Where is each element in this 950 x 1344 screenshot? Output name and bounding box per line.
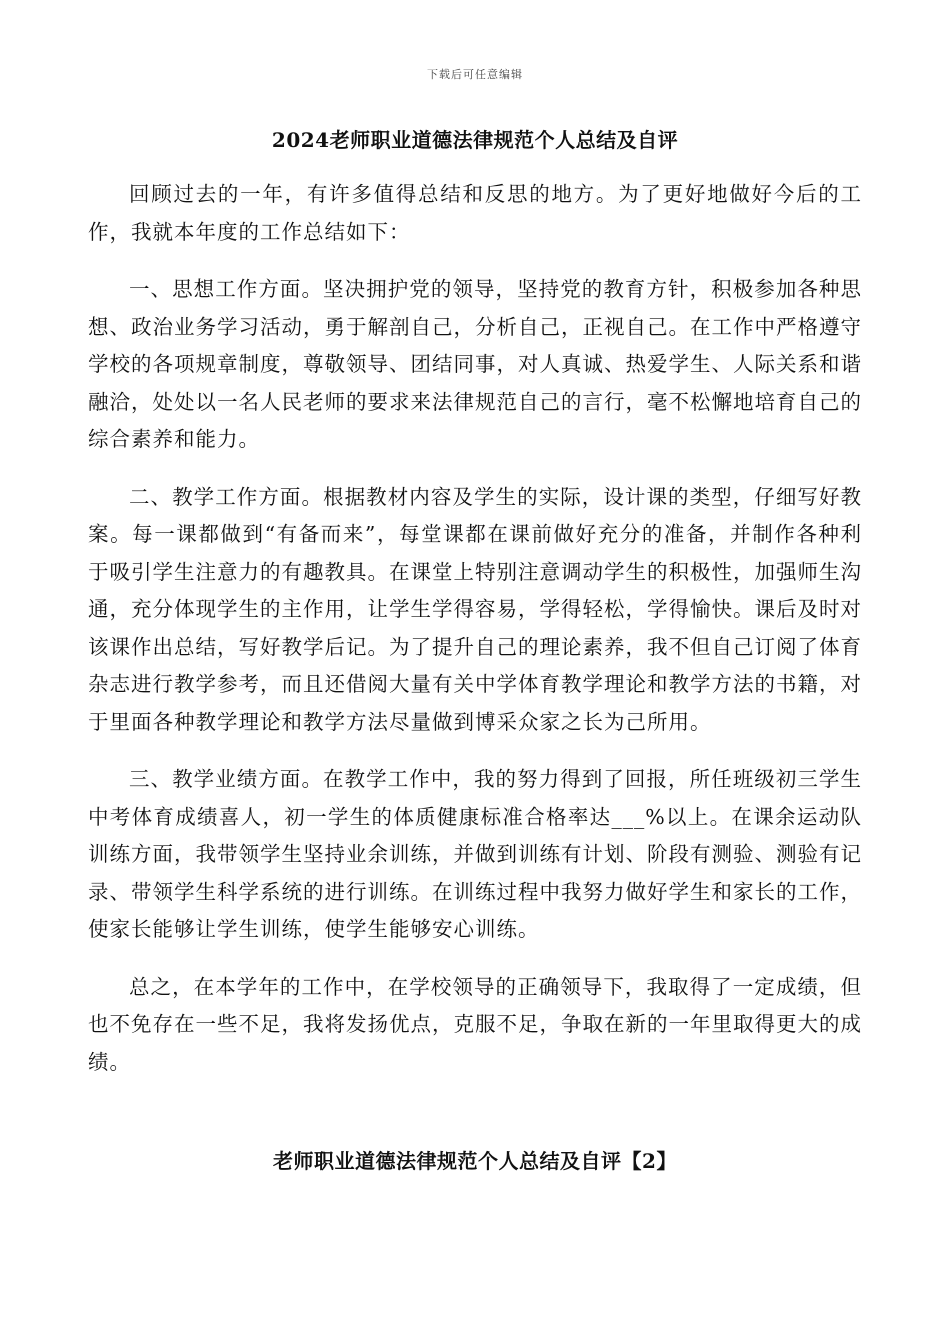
document-body (88, 176, 862, 1101)
header-note: 下载后可任意编辑 (427, 68, 523, 81)
paragraph-achievements: 三、教学业绩方面。在教学工作中，我的努力得到了回报，所任班级初三学生中考体育成绩喜人，初一学生的体质健康标准合格率达___%以上。在课余运动队训练方面，我带领学生坚持业余训练，并做到训练有计划、阶段有测验、测验有记录、带领学生科学系统的进行训练。在训练过程中我努力做好学生和家长的工作，使家长能够让学生训练，使学生能够安心训练。 (88, 767, 862, 941)
document-title: 2024老师职业道德法律规范个人总结及自评 (271, 128, 679, 152)
paragraph-intro: 回顾过去的一年，有许多值得总结和反思的地方。为了更好地做好今后的工作，我就本年度的工作总结如下： (88, 182, 862, 244)
paragraph-teaching: 二、教学工作方面。根据教材内容及学生的实际，设计课的类型，仔细写好教案。每一课都做到“有备而来”，每堂课都在课前做好充分的准备，并制作各种利于吸引学生注意力的有趣教具。在课堂上特别注意调动学生的积极性，加强师生沟通，充分体现学生的主作用，让学生学得容易，学得轻松，学得愉快。课后及时对该课作出总结，写好教学后记。为了提升自己的理论素养，我不但自己订阅了体育杂志进行教学参考，而且还借阅大量有关中学体育教学理论和教学方法的书籍，对于里面各种教学理论和教学方法尽量做到博采众家之长为己所用。 (88, 484, 862, 734)
section-title-2: 老师职业道德法律规范个人总结及自评【2】 (273, 1149, 677, 1173)
paragraph-conclusion: 总之，在本学年的工作中，在学校领导的正确领导下，我取得了一定成绩，但也不免存在一些不足，我将发扬优点，克服不足，争取在新的一年里取得更大的成绩。 (88, 974, 862, 1074)
paragraph-ideology: 一、思想工作方面。坚决拥护党的领导，坚持党的教育方针，积极参加各种思想、政治业务学习活动，勇于解剖自己，分析自己，正视自己。在工作中严格遵守学校的各项规章制度，尊敬领导、团结同事，对人真诚、热爱学生、人际关系和谐融洽，处处以一名人民老师的要求来法律规范自己的言行，毫不松懈地培育自己的综合素养和能力。 (88, 277, 862, 451)
